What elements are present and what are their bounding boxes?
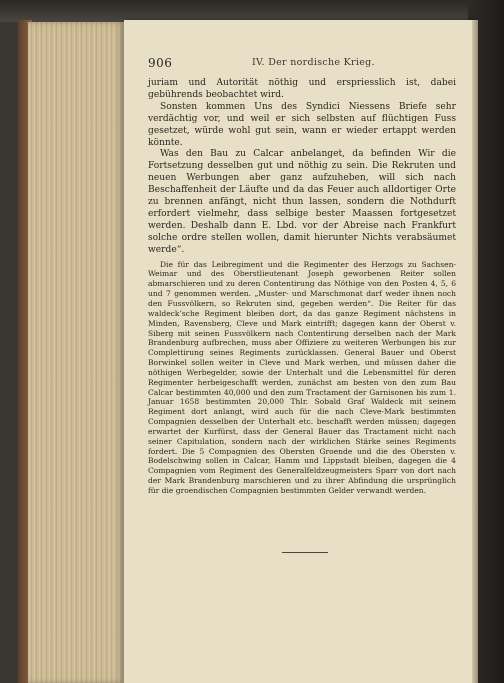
page-body	[148, 78, 456, 496]
end-rule	[282, 552, 328, 553]
summary-text	[148, 260, 456, 496]
page-header	[148, 56, 456, 70]
page-number: 906	[148, 56, 173, 70]
paragraph-1: juriam und Autorität nöthig und erspriesslich ist, dabei gebührends beobachtet wird.	[148, 78, 456, 100]
running-head: IV. Der nordische Krieg.	[252, 57, 375, 68]
summary-paragraph: Die für das Leibregiment und die Regimenter des Herzogs zu Sachsen-Weimar und des Oberstlieutenant Joseph geworbenen Reiter sollen abmarschieren und zu deren Contentirung das Nöthige von den Posten 4, 5, 6 und 7 genommen werden. „Muster- und Marschmonat darf weder ihnen noch den Fussvölkern, so Rekruten sind, gegeben werden“. Die Reiter für das waldeck’sche Regiment bleiben dort, da das ganze Regiment nächstens in Minden, Ravensberg, Cleve und Mark eintrifft; dagegen kann der Oberst v. Siberg mit seinen Fussvölkern nach Contentirung derselben nach der Mark Brandenburg aufbrechen, muss aber Offiziere zu weiteren Werbungen bis zur Complettirung seines Regiments zurücklassen. General Bauer und Oberst Borwinkel sollen weiter in Cleve und Mark werben, und müssen daher die nöthigen Werbegelder, sowie der Unterhalt und die Lebensmittel für deren Regimenter herbeigeschafft werden, zunächst am besten von den zum Bau Calcar bestimmten 40,000 und den zum Tractament der Garnisonen bis zum 1. Januar 1658 bestimmten 20,000 Thlr. Sobald Graf Waldeck mit seinem Regiment dort anlangt, wird auch für die nach Cleve-Mark bestimmten Compagnien desselben der Unterhalt etc. beschafft werden müssen; dagegen erwartet der Kurfürst, dass der General Bauer das Tractament nicht nach seiner Capitulation, sondern nach der wirklichen Stärke seines Regiments fordert. Die 5 Compagnien des Obersten Groende und die des Obersten v. Bodelschwing sollen in Calcar, Hamm und Lippstadt bleiben, dagegen die 4 Compagnien vom Regiment des Generalfeldzeugmeisters Sparr von dort nach der Mark Brandenburg marschieren und zu ihrer Abfindung die ursprünglich für die groendischen Compagnien bestimmten Gelder verwandt werden.	[148, 259, 456, 495]
main-text	[148, 78, 456, 257]
paragraph-3: Was den Bau zu Calcar anbelanget, da befinden Wir die Fortsetzung desselben gut und nöthig zu sein. Die Rekruten und neuen Werbungen aber ganz aufzuheben, will sich nach Beschaffenheit der Läufte und da das Feuer auch alldortiger Orte zu brennen anfängt, nicht thun lassen, sondern die Nothdurft erfordert vielmehr, dass selbige bester Maassen fortgesetzet werden. Deshalb dann E. Lbd. vor der Abreise nach Frankfurt solche ordre stellen wollen, damit hierunter Nichts verabsäumet werde“.	[148, 149, 456, 255]
book-page-stack	[28, 22, 124, 683]
scan-background-top	[0, 0, 504, 22]
page-edge-shadow	[472, 20, 478, 683]
paragraph-2: Sonsten kommen Uns des Syndici Niessens Briefe sehr verdächtig vor, und weil er sich selbsten auf flüchtigen Fuss gesetzet, würde wohl gut sein, wann er wieder ertappt werden könnte.	[148, 101, 456, 148]
